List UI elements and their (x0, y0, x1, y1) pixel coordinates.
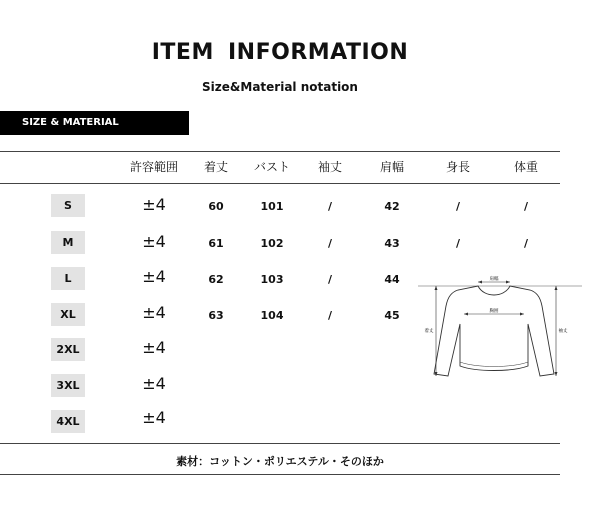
shoulder-value: 42 (384, 200, 400, 213)
height-value: / (455, 237, 461, 250)
divider-header (0, 183, 560, 184)
weight-value: / (523, 200, 529, 213)
sleeve-value: / (327, 273, 333, 286)
bust-label: 胸囲 (489, 309, 499, 314)
bust-value: 102 (260, 237, 284, 250)
tolerance-value: ±4 (142, 232, 166, 251)
bust-value: 104 (260, 309, 284, 322)
column-header-weight: 体重 (513, 160, 538, 174)
length-value: 62 (208, 273, 224, 286)
column-header-shoulder: 肩幅 (379, 160, 404, 174)
page-subtitle: Size&Material notation (202, 80, 358, 94)
shoulder-label: 肩幅 (489, 277, 499, 282)
bust-value: 101 (260, 200, 284, 213)
tolerance-value: ±4 (142, 408, 166, 427)
column-header-length: 着丈 (203, 160, 228, 174)
divider-footer-bottom (0, 474, 560, 475)
tolerance-value: ±4 (142, 267, 166, 286)
size-label: XL (51, 303, 85, 326)
section-label: SIZE & MATERIAL (0, 111, 189, 135)
size-label: L (51, 267, 85, 290)
page-title: ITEM INFORMATION (151, 40, 409, 65)
sleeve-value: / (327, 309, 333, 322)
weight-value: / (523, 237, 529, 250)
column-header-sleeve: 袖丈 (317, 160, 342, 174)
shoulder-value: 45 (384, 309, 400, 322)
tolerance-value: ±4 (142, 374, 166, 393)
garment-diagram (412, 262, 584, 384)
shoulder-value: 43 (384, 237, 400, 250)
size-label: M (51, 231, 85, 254)
divider-footer-top (0, 443, 560, 444)
size-label: S (51, 194, 85, 217)
height-value: / (455, 200, 461, 213)
column-header-bust: バスト (253, 160, 290, 174)
size-label: 2XL (51, 338, 85, 361)
divider-top (0, 151, 560, 152)
column-header-height: 身長 (445, 160, 470, 174)
sleeve-value: / (327, 237, 333, 250)
length-label: 着丈 (424, 329, 434, 334)
length-value: 63 (208, 309, 224, 322)
sleeve-value: / (327, 200, 333, 213)
bust-value: 103 (260, 273, 284, 286)
length-value: 61 (208, 237, 224, 250)
size-label: 3XL (51, 374, 85, 397)
tolerance-value: ±4 (142, 303, 166, 322)
material-note: 素材：コットン・ポリエステル・そのほか (176, 455, 384, 468)
size-label: 4XL (51, 410, 85, 433)
shoulder-value: 44 (384, 273, 400, 286)
sleeve-label: 袖丈 (558, 329, 568, 334)
tolerance-value: ±4 (142, 338, 166, 357)
column-header-tolerance: 許容範囲 (129, 160, 178, 174)
tolerance-value: ±4 (142, 195, 166, 214)
length-value: 60 (208, 200, 224, 213)
